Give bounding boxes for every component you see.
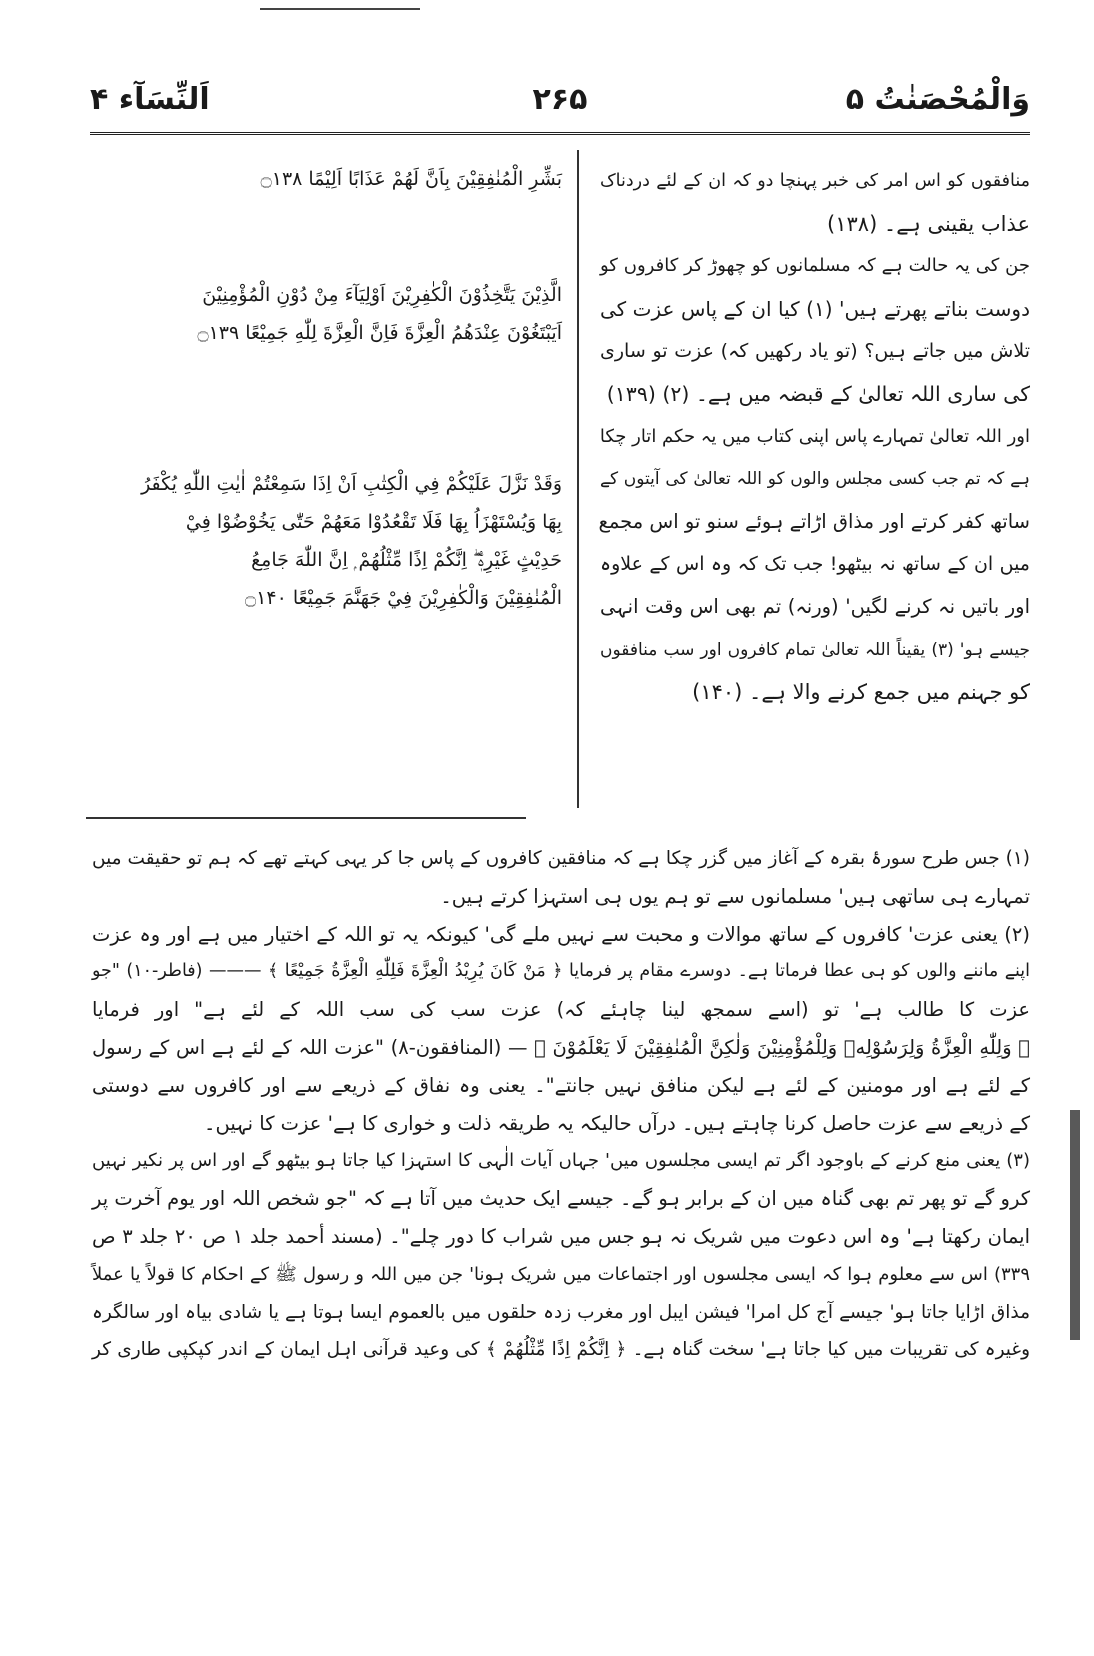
scan-edge-mark — [1070, 1110, 1080, 1340]
footnote-line: (۱) جس طرح سورۂ بقرہ کے آغاز میں گزر چکا ہے کہ منافقین کافروں کے پاس جا کر یہی کہتے تھے کہ ہم تو حقیقت میں — [92, 848, 1030, 869]
verse-140 — [100, 465, 562, 617]
verse-line: الْمُنٰفِقِيْنَ وَالْكٰفِرِيْنَ فِيْ جَهَنَّمَ جَمِيْعًا ۝۱۴۰ — [245, 587, 562, 609]
translation-line: تلاش میں جاتے ہیں؟ (تو یاد رکھیں کہ) عزت تو ساری — [600, 340, 1030, 363]
verse-line: الَّذِيْنَ يَتَّخِذُوْنَ الْكٰفِرِيْنَ اَوْلِيَآءَ مِنْ دُوْنِ الْمُؤْمِنِيْنَ — [202, 284, 562, 306]
verse-138 — [100, 160, 562, 198]
juz-name: وَالْمُحْصَنٰتُ ۵ — [845, 82, 1030, 117]
translation-line: اور اللہ تعالیٰ تمہارے پاس اپنی کتاب میں یہ حکم اتار چکا — [599, 425, 1030, 447]
footnote-line: ایمان رکھتا ہے' وہ اس دعوت میں شریک نہ ہو جس میں شراب کا دور چلے"۔ (مسند أحمد جلد ۱ ص ۲۰ جلد ۳ ص — [92, 1224, 1030, 1248]
translation-line: جیسے ہو' (۳) یقیناً اللہ تعالیٰ تمام کافروں اور سب منافقوں — [600, 639, 1030, 660]
translation-line: دوست بناتے پھرتے ہیں' (۱) کیا ان کے پاس عزت کی — [600, 296, 1030, 321]
verse-line: بِهَا وَيُسْتَهْزَاُ بِهَا فَلَا تَقْعُدُوْا مَعَهُمْ حَتّٰى يَخُوْضُوْا فِيْ — [185, 511, 562, 533]
top-edge-rule — [260, 8, 420, 10]
footnote-line: عزت کا طالب ہے' تو (اسے سمجھ لینا چاہئے کہ) عزت سب کی سب اللہ کے لئے ہے" اور فرمایا — [92, 998, 1030, 1022]
page-header — [90, 78, 1030, 128]
translation-line: ہے کہ تم جب کسی مجلس والوں کو اللہ تعالیٰ کی آیتوں کے — [600, 469, 1030, 490]
footnote-line: ﴿ وَلِلّٰهِ الْعِزَّةُ وَلِرَسُوْلِهٖ وَلِلْمُؤْمِنِيْنَ وَلٰكِنَّ الْمُنٰفِقِيْنَ لَا يَعْلَمُوْنَ ﴾ — (المنافقون-۸) "عزت اللہ کے لئے ہے اس کے رسول — [92, 1035, 1030, 1059]
translation-line: کو جہنم میں جمع کرنے والا ہے۔ (۱۴۰) — [692, 680, 1030, 705]
footnote-separator — [86, 817, 526, 819]
translation-line: عذاب یقینی ہے۔ (۱۳۸) — [827, 211, 1030, 236]
footnote-line: (۳) یعنی منع کرنے کے باوجود اگر تم ایسی مجلسوں میں' جہاں آیات الٰہی کا استہزا کیا جاتا ہو بیٹھو گے اور اس پر نکیر نہیں — [92, 1150, 1030, 1172]
verse-line: بَشِّرِ الْمُنٰفِقِيْنَ بِاَنَّ لَهُمْ عَذَابًا اَلِيْمًا ۝۱۳۸ — [260, 168, 562, 190]
translation-line: میں ان کے ساتھ نہ بیٹھو! جب تک کہ وہ اس کے علاوہ — [600, 553, 1030, 576]
surah-name: اَلنِّسَآء ۴ — [90, 82, 210, 117]
footnote-line: کرو گے تو پھر تم بھی گناہ میں ان کے برابر ہو گے۔ جیسے ایک حدیث میں آتا ہے کہ "جو شخص اللہ اور یوم آخرت پر — [92, 1187, 1030, 1211]
verse-line: حَدِيْثٍ غَيْرِهٖٓ ۖ اِنَّكُمْ اِذًا مِّثْلُهُمْ ۭ اِنَّ اللّٰهَ جَامِعُ — [251, 549, 562, 571]
footnote-line: کے ذریعے سے عزت حاصل کرنا چاہتے ہیں۔ درآں حالیکہ یہ طریقہ ذلت و خواری کا ہے' عزت کا نہیں۔ — [204, 1111, 1030, 1135]
verse-line: وَقَدْ نَزَّلَ عَلَيْكُمْ فِي الْكِتٰبِ اَنْ اِذَا سَمِعْتُمْ اٰيٰتِ اللّٰهِ يُكْفَرُ — [141, 473, 562, 495]
footnote-line: ۳۳۹) اس سے معلوم ہوا کہ ایسی مجلسوں اور اجتماعات میں شریک ہونا' جن میں اللہ و رسول ﷺ کے احکام کا قولاً یا عملاً — [92, 1263, 1030, 1285]
translation-line: منافقوں کو اس امر کی خبر پہنچا دو کہ ان کے لئے دردناک — [600, 171, 1030, 191]
verse-139 — [100, 276, 562, 352]
translation-column — [600, 160, 1030, 714]
footnote-line: (۲) یعنی عزت' کافروں کے ساتھ موالات و محبت سے نہیں ملے گی' کیونکہ یہ تو اللہ کے اختیار میں ہے اور وہ عزت — [92, 922, 1030, 946]
footnote-line: وغیرہ کی تقریبات میں کیا جاتا ہے' سخت گناہ ہے۔ ﴿ اِنَّكُمْ اِذًا مِّثْلُهُمْ ﴾ کی وعید قرآنی اہل ایمان کے اندر کپکپی طاری کر — [92, 1339, 1030, 1361]
column-divider — [577, 150, 579, 808]
footnote-line: اپنے ماننے والوں کو ہی عطا فرماتا ہے۔ دوسرے مقام پر فرمایا ﴿ مَنْ كَانَ يُرِيْدُ الْعِزَّةَ فَلِلّٰهِ الْعِزَّةُ جَمِيْعًا ﴾ ——— (فاطر-۱۰) "جو — [92, 961, 1030, 982]
footnote-line: مذاق اڑایا جاتا ہو' جیسے آج کل امرا' فیشن ایبل اور مغرب زدہ حلقوں میں بالعموم ایسا ہوتا ہے یا شادی بیاہ اور سالگرہ — [92, 1301, 1030, 1323]
translation-line: ساتھ کفر کرتے اور مذاق اڑاتے ہوئے سنو تو اس مجمع — [598, 509, 1030, 533]
page-number: ۲۶۵ — [532, 82, 588, 117]
translation-line: کی ساری اللہ تعالیٰ کے قبضہ میں ہے۔ (۲) (۱۳۹) — [606, 381, 1030, 406]
translation-line: جن کی یہ حالت ہے کہ مسلمانوں کو چھوڑ کر کافروں کو — [600, 255, 1030, 277]
footnotes — [92, 840, 1030, 1369]
translation-line: اور باتیں نہ کرنے لگیں' (ورنہ) تم بھی اس وقت انہی — [600, 594, 1030, 618]
verse-line: اَيَبْتَغُوْنَ عِنْدَهُمُ الْعِزَّةَ فَاِنَّ الْعِزَّةَ لِلّٰهِ جَمِيْعًا ۝۱۳۹ — [197, 322, 562, 344]
header-rule — [90, 132, 1030, 135]
footnote-line: تمہارے ہی ساتھی ہیں' مسلمانوں سے تو ہم یوں ہی استہزا کرتے ہیں۔ — [440, 884, 1030, 908]
footnote-line: کے لئے ہے اور مومنین کے لئے ہے لیکن منافق نہیں جانتے"۔ یعنی وہ نفاق کے ذریعے سے اور کافروں سے دوستی — [92, 1073, 1030, 1097]
